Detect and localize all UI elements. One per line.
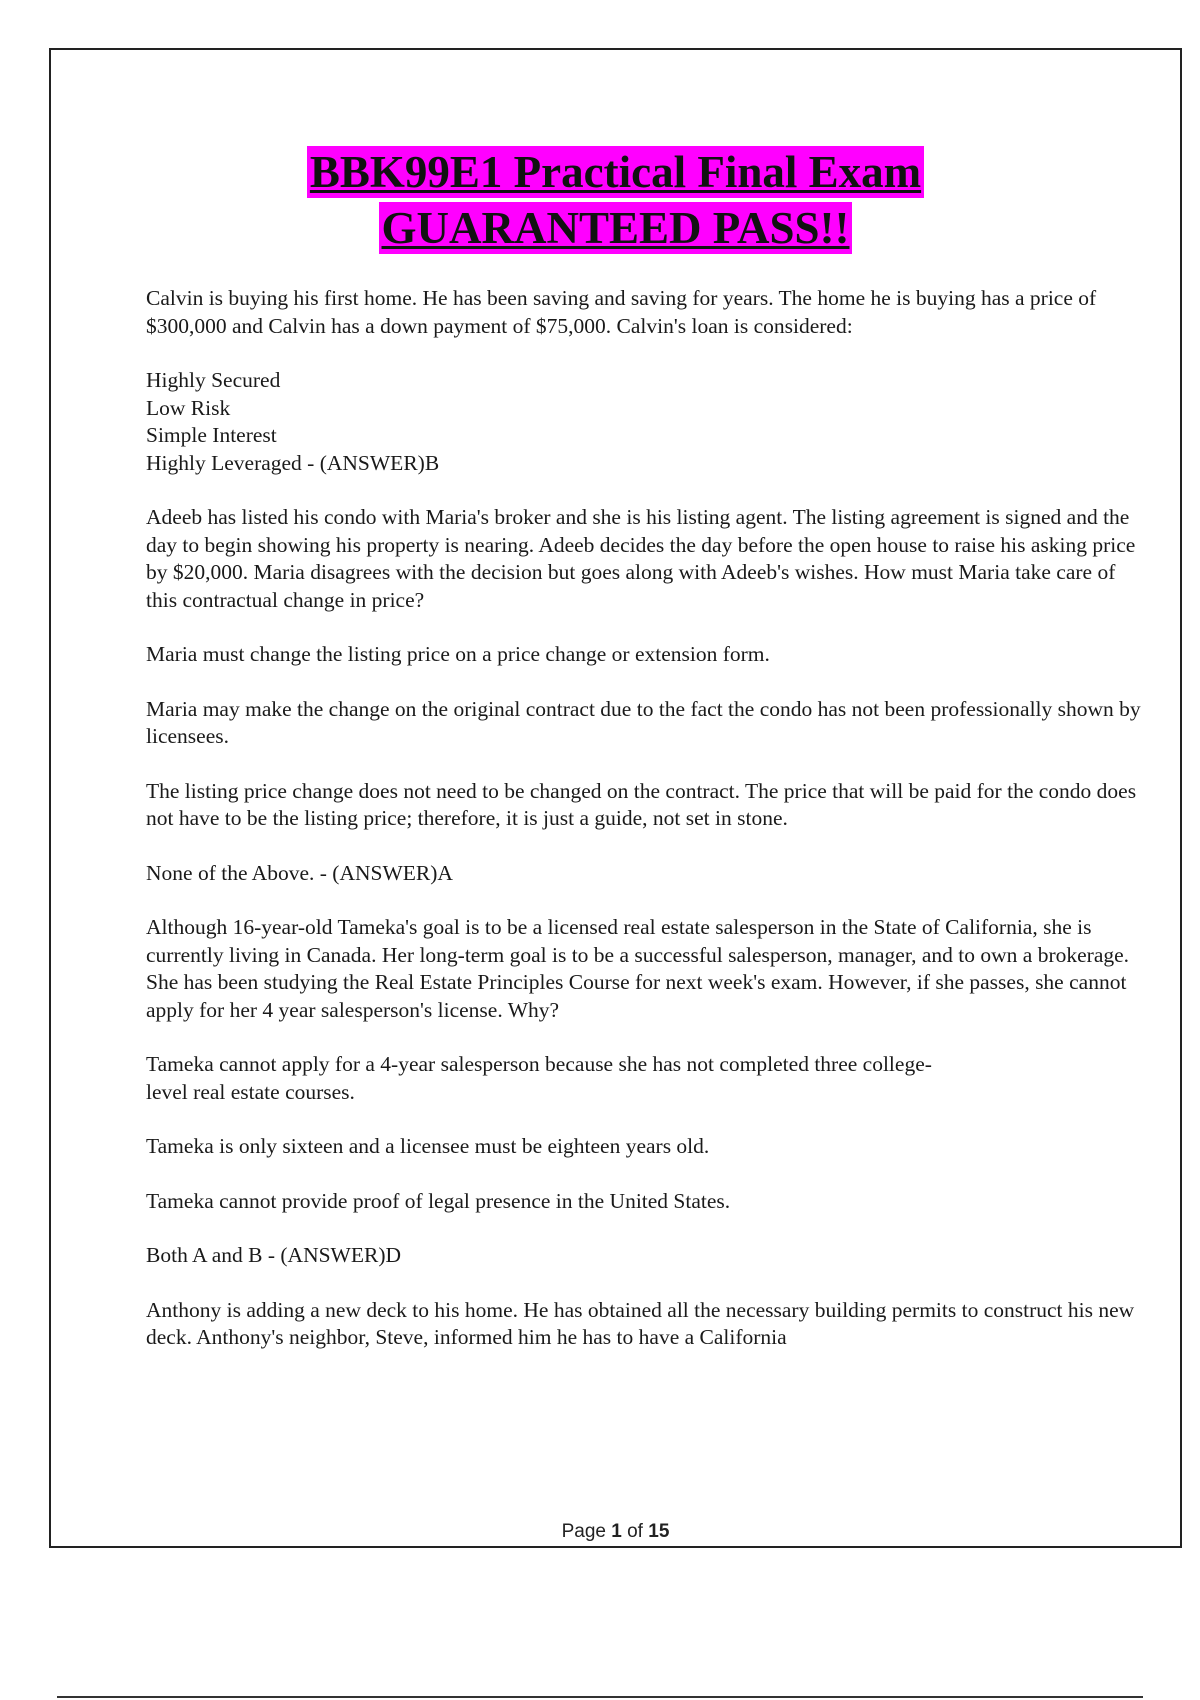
question-1-options [146,367,1146,477]
page-of: of [627,1521,643,1542]
page-label: Page [561,1521,606,1542]
document-title [51,146,1180,254]
page-total: 15 [648,1521,670,1542]
q3-option-3: Tameka cannot provide proof of legal presence in the United States. [146,1188,731,1213]
q1-option-3: Simple Interest [146,423,277,447]
title-line-1: BBK99E1 Practical Final Exam [307,146,924,198]
next-page-edge [57,1696,1143,1698]
q2-option-2: Maria may make the change on the original contract due to the fact the condo has not been professionally shown by licensees. [146,696,1141,748]
q2-option-1: Maria must change the listing price on a price change or extension form. [146,642,770,666]
document-body [146,285,1146,1352]
q3-option-1: Tameka cannot apply for a 4-year salesperson because she has not completed three college-level real estate courses. [146,1052,932,1104]
q3-option-4: Both A and B - (ANSWER)D [146,1243,402,1267]
q2-option-4: None of the Above. - (ANSWER)A [146,860,453,885]
page-current: 1 [611,1521,622,1542]
question-3: Although 16-year-old Tameka's goal is to be a licensed real estate salesperson in the State of California, she is currently living in Canada. Her long-term goal is to be a successful salesperson, manager, and to own a brokerage. She has been studying the Real Estate Principles Course for next week's exam. However, if she passes, she cannot apply for her 4 year salesperson's license. Why? [146,915,1130,1022]
question-4: Anthony is adding a new deck to his home. He has obtained all the necessary building permits to construct his new deck. Anthony's neighbor, Steve, informed him he has to have a California [146,1297,1135,1349]
question-2: Adeeb has listed his condo with Maria's broker and she is his listing agent. The listing agreement is signed and the day to begin showing his property is nearing. Adeeb decides the day before the open house to raise his asking price by $20,000. Maria disagrees with the decision but goes along with Adeeb's wishes. How must Maria take care of this contractual change in price? [146,505,1136,612]
q3-option-2: Tameka is only sixteen and a licensee must be eighteen years old. [146,1134,710,1158]
q2-option-3: The listing price change does not need to be changed on the contract. The price that will be paid for the condo does not have to be the listing price; therefore, it is just a guide, not set in stone. [146,778,1137,830]
title-line-2: GUARANTEED PASS!! [379,202,853,254]
q1-option-4: Highly Leveraged - (ANSWER)B [146,450,440,475]
q1-option-2: Low Risk [146,395,231,420]
page-footer [51,1521,1180,1543]
question-1: Calvin is buying his first home. He has been saving and saving for years. The home he is buying has a price of $300,000 and Calvin has a down payment of $75,000. Calvin's loan is considered: [146,286,1097,338]
q1-option-1: Highly Secured [146,368,281,392]
page-frame [49,48,1182,1548]
